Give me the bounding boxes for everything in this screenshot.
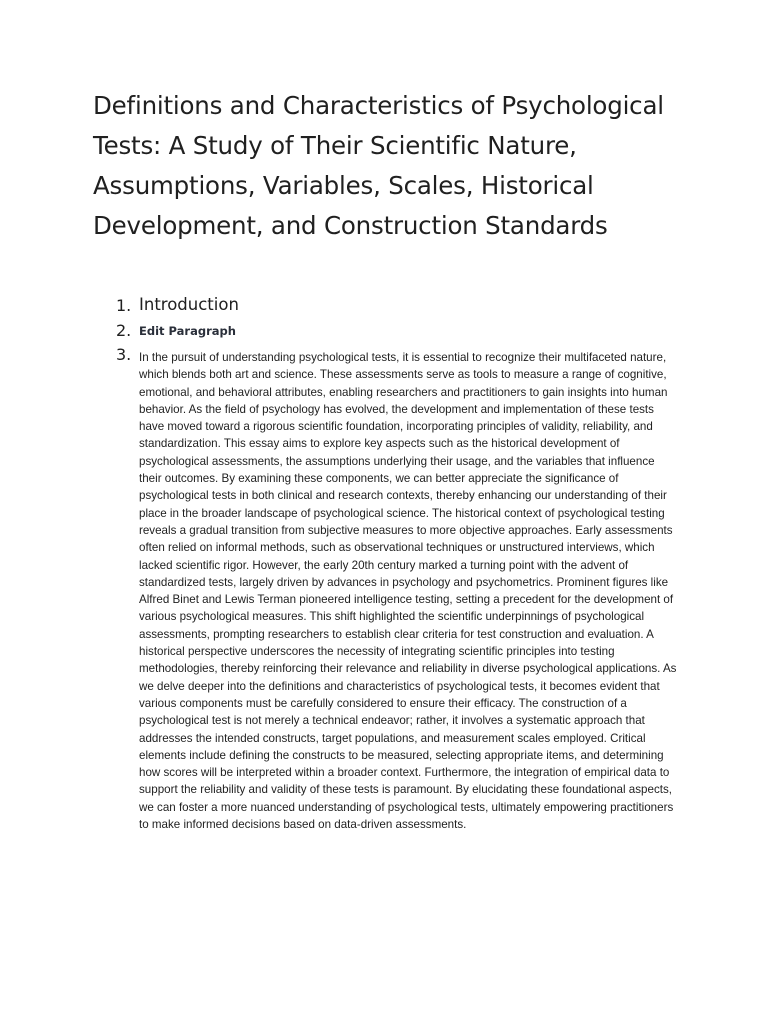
document-title: Definitions and Characteristics of Psychological Tests: A Study of Their Scientific Nature, Assumptions, Variables, Scales, Historical Development, and Construction Standards <box>93 91 664 240</box>
outline-item-text: Introduction <box>139 295 239 314</box>
outline-list <box>93 292 678 833</box>
body-paragraph: In the pursuit of understanding psychological tests, it is essential to recognize their multifaceted nature, which blends both art and science. These assessments serve as tools to measure a range of cognitive, emotional, and behavioral attributes, enabling researchers and practitioners to gain insights into human behavior. As the field of psychology has evolved, the development and implementation of these tests have moved toward a rigorous scientific foundation, incorporating principles of validity, reliability, and standardization. This essay aims to explore key aspects such as the historical development of psychological assessments, the assumptions underlying their usage, and the variables that influence their outcomes. By examining these components, we can better appreciate the significance of psychological tests in both clinical and research contexts, thereby enhancing our understanding of their place in the broader landscape of psychological science. The historical context of psychological testing reveals a gradual transition from subjective measures to more objective approaches. Early assessments often relied on informal methods, such as observational techniques or unstructured interviews, which lacked scientific rigor. However, the early 20th century marked a turning point with the advent of standardized tests, largely driven by advances in psychology and psychometrics. Prominent figures like Alfred Binet and Lewis Terman pioneered intelligence testing, setting a precedent for the development of various psychological measures. This shift highlighted the scientific underpinnings of psychological assessments, prompting researchers to establish clear criteria for test construction and evaluation. A historical perspective underscores the necessity of integrating scientific principles into testing methodologies, thereby reinforcing their relevance and reliability in diverse psychological applications. As we delve deeper into the definitions and characteristics of psychological tests, it becomes evident that various components must be carefully considered to ensure their efficacy. The construction of a psychological test is not merely a technical endeavor; rather, it involves a systematic approach that addresses the intended constructs, target populations, and measurement scales employed. Critical elements include defining the constructs to be measured, selecting appropriate items, and determining how scores will be interpreted within a broader context. Furthermore, the integration of empirical data to support the reliability and validity of these tests is paramount. By elucidating these foundational aspects, we can foster a more nuanced understanding of psychological tests, ultimately empowering practitioners to make informed decisions based on data-driven assessments. <box>139 351 677 832</box>
outline-item-introduction <box>93 292 678 318</box>
list-number: 2. <box>116 321 132 340</box>
outline-item-body-paragraph <box>93 344 678 833</box>
outline-item-edit-paragraph[interactable] <box>93 318 678 344</box>
edit-paragraph-link[interactable]: Edit Paragraph <box>139 324 236 338</box>
list-number: 3. <box>116 345 132 364</box>
list-number: 1. <box>116 296 132 315</box>
